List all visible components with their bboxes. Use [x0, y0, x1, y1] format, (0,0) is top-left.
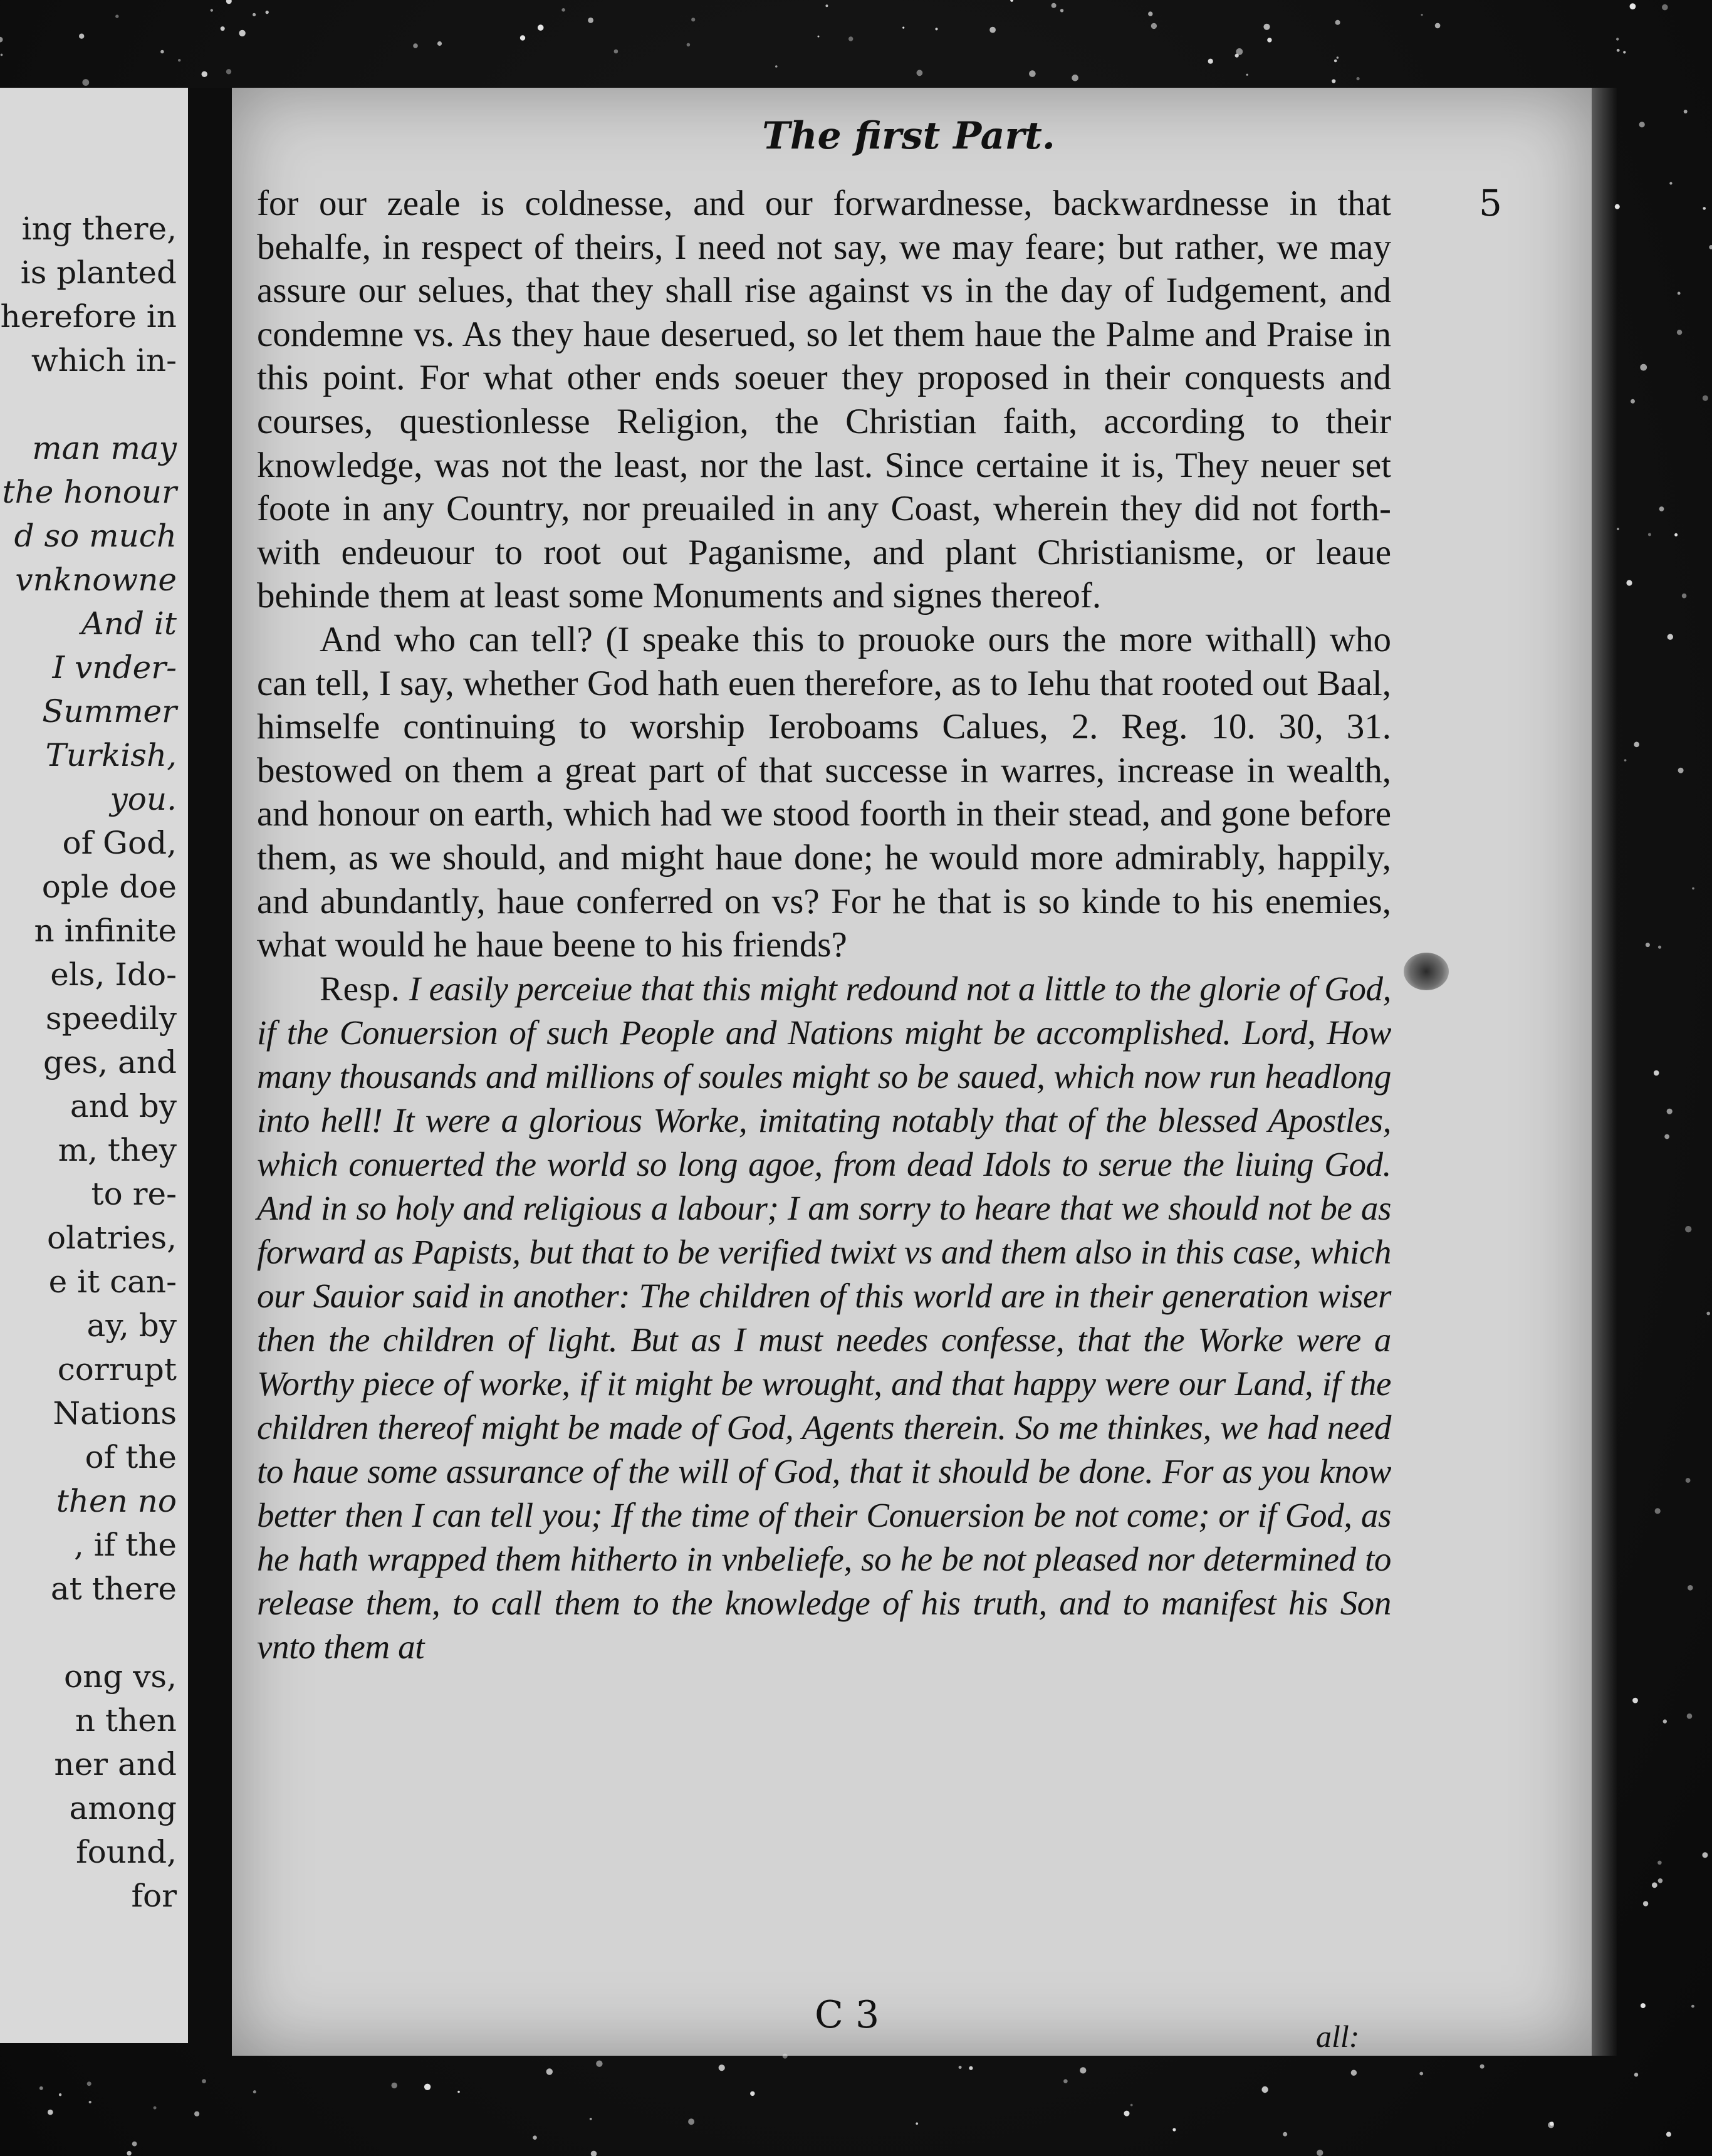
dust-speck [935, 28, 937, 30]
facing-page-line: Nations [53, 1395, 177, 1431]
dust-speck [1172, 2128, 1176, 2131]
facing-page-line: m, they [58, 1132, 177, 1168]
dust-speck [750, 2091, 754, 2096]
dust-speck [0, 37, 3, 43]
dust-speck [1208, 59, 1213, 64]
dust-speck [1332, 79, 1335, 83]
dust-speck [1691, 2005, 1694, 2008]
dust-speck [437, 41, 442, 46]
dust-speck [969, 2066, 973, 2070]
dust-speck [1663, 1719, 1667, 1723]
dust-speck [1674, 533, 1678, 536]
dust-speck [1687, 1714, 1693, 1719]
facing-page-line: ner and [54, 1746, 177, 1782]
dust-speck [1684, 110, 1688, 113]
dust-speck [1659, 506, 1664, 511]
dust-speck [588, 18, 593, 23]
dust-speck [413, 43, 418, 48]
facing-page-line: olatries, [46, 1220, 177, 1256]
dust-speck [1688, 1585, 1693, 1591]
dust-speck [221, 26, 225, 31]
dust-speck [1703, 207, 1706, 210]
facing-page-line: speedily [45, 1000, 177, 1037]
gutter-shadow [188, 88, 232, 2043]
dust-speck [1317, 2150, 1323, 2156]
catchword: all: [1316, 2019, 1360, 2054]
response-label: Resp. [320, 969, 400, 1008]
dust-speck [1640, 364, 1647, 371]
page-body [257, 182, 1391, 1669]
dust-speck [818, 36, 820, 38]
dust-speck [1334, 60, 1337, 63]
facing-page-line: of God, [62, 825, 177, 861]
dust-speck [1, 54, 3, 56]
facing-page-line: I vnder- [52, 649, 177, 686]
dust-speck [719, 2064, 725, 2071]
dust-speck [775, 65, 778, 68]
facing-page-line: herefore in [0, 298, 177, 335]
dust-speck [1685, 1226, 1691, 1232]
dust-speck [59, 2093, 61, 2096]
dust-speck [1421, 14, 1423, 16]
facing-page-line: the honour [2, 474, 177, 510]
dust-speck [1335, 20, 1340, 25]
dust-speck [1682, 594, 1687, 599]
dust-speck [596, 2061, 602, 2067]
dust-speck [1550, 2122, 1554, 2126]
facing-page-line: els, Ido- [50, 956, 177, 993]
dust-speck [959, 2066, 962, 2069]
facing-page-line: ople doe [41, 869, 177, 905]
dust-speck [1060, 9, 1063, 12]
dust-speck [1626, 580, 1632, 585]
facing-page-line [0, 382, 177, 426]
dust-speck [89, 2101, 91, 2103]
dust-speck [82, 79, 89, 86]
dust-speck [1667, 1109, 1673, 1114]
dust-speck [226, 0, 232, 4]
dust-speck [1261, 2086, 1268, 2093]
facing-page-line: n infinite [34, 913, 177, 949]
dust-speck [1052, 3, 1057, 8]
dust-speck [1677, 330, 1682, 335]
dust-speck [424, 2084, 431, 2090]
dust-speck [1648, 533, 1651, 536]
facing-page-line: And it [81, 605, 177, 642]
ink-blot [1404, 953, 1449, 990]
dust-speck [1029, 70, 1036, 77]
dust-speck [1632, 1698, 1638, 1703]
dust-speck [1655, 1508, 1661, 1514]
dust-speck [1709, 245, 1712, 249]
dust-speck [127, 2151, 131, 2155]
facing-page-line: Summer [42, 693, 177, 730]
dust-speck [39, 2086, 43, 2090]
dust-speck [1283, 2132, 1287, 2137]
dust-speck [848, 36, 853, 41]
dust-speck [253, 2090, 256, 2093]
dust-speck [392, 2083, 397, 2088]
dust-speck [1617, 49, 1620, 52]
dust-speck [1080, 2067, 1086, 2073]
dust-speck [1646, 943, 1650, 947]
dust-speck [1703, 395, 1708, 401]
dust-speck [266, 11, 269, 14]
dust-speck [989, 27, 996, 33]
dust-speck [1351, 2070, 1357, 2076]
dust-speck [239, 30, 245, 36]
dust-speck [211, 9, 213, 11]
facing-page-line: corrupt [57, 1351, 177, 1388]
page-number: 5 [1479, 182, 1502, 224]
paragraph-3 [257, 967, 1391, 1669]
dust-speck [1419, 2072, 1423, 2076]
facing-page-line: vnknowne [15, 562, 177, 598]
running-head: The first Part. [762, 114, 1055, 158]
dust-speck [1641, 2003, 1646, 2008]
dust-speck [1669, 182, 1672, 184]
dust-speck [1643, 1901, 1648, 1906]
dust-speck [561, 8, 565, 12]
dust-speck [1124, 2111, 1130, 2117]
facing-page-line: is planted [20, 254, 177, 291]
dust-speck [533, 2135, 537, 2140]
dust-speck [115, 14, 118, 18]
dust-speck [1063, 2079, 1068, 2083]
dust-speck [1686, 1478, 1691, 1483]
main-page [232, 88, 1592, 2056]
dust-speck [902, 27, 904, 29]
dust-speck [1692, 887, 1694, 890]
dust-speck [591, 2151, 597, 2156]
facing-page-line: you. [110, 781, 177, 817]
dust-speck [1630, 3, 1636, 9]
dust-speck [1631, 399, 1635, 404]
dust-speck [132, 2142, 137, 2147]
dust-speck [226, 69, 231, 74]
dust-speck [1357, 77, 1360, 80]
dust-speck [202, 2079, 206, 2083]
facing-page-line: and by [70, 1088, 177, 1124]
dust-speck [1267, 38, 1271, 42]
facing-page-line: man may [32, 430, 177, 466]
dust-speck [1658, 1878, 1663, 1883]
dust-speck [1148, 11, 1152, 16]
facing-page-line: among [69, 1790, 177, 1826]
facing-page-line: e it can- [48, 1264, 177, 1300]
dust-speck [916, 2122, 918, 2125]
dust-speck [1666, 2132, 1671, 2137]
facing-page-line [0, 1611, 177, 1655]
dust-speck [1151, 23, 1157, 29]
facing-page-line: of the [85, 1439, 177, 1475]
dust-speck [1657, 1861, 1662, 1865]
dust-speck [1617, 528, 1619, 530]
facing-page-line: n then [75, 1702, 177, 1739]
facing-page-line: found, [76, 1834, 177, 1870]
paragraph-1: for our zeale is coldnesse, and our forwardnesse, backwardnesse in that behalfe, in respect of theirs, I need not say, we may feare; but rather, we may assure our selues, that they shall rise against vs in the day of Iudgement, and condemne vs. As they haue deserued, so let them haue the Palme and Praise in this point. For what other ends soeuer they proposed in their conquests and courses, questionlesse Religion, the Christian faith, according to their knowledge, was not the least, nor the last. Since certaine it is, They neuer set foote in any Country, nor preuailed in any Coast, wherein they did not forth-with endeuour to root out Paganisme, and plant Christianisme, or leaue behinde them at least some Monuments and signes thereof. [257, 184, 1391, 616]
dust-speck [614, 50, 619, 54]
dust-speck [538, 24, 544, 31]
dust-speck [178, 59, 180, 61]
dust-speck [687, 43, 691, 47]
dust-speck [457, 2091, 460, 2093]
dust-speck [1616, 38, 1619, 40]
dust-speck [1072, 75, 1078, 81]
dust-speck [1236, 48, 1243, 55]
dust-speck [1654, 1070, 1659, 1076]
dust-speck [1624, 759, 1627, 761]
dust-speck [1678, 292, 1681, 295]
dust-speck [1658, 946, 1661, 949]
facing-page-line: ing there, [21, 211, 177, 247]
dust-speck [1634, 742, 1639, 748]
dust-speck [1548, 2122, 1554, 2128]
dust-speck [160, 50, 164, 54]
facing-page-line: ay, by [86, 1307, 177, 1344]
dust-speck [688, 2118, 694, 2125]
dust-speck [1652, 1882, 1657, 1888]
dust-speck [590, 2118, 592, 2120]
signature-mark: C 3 [815, 1993, 880, 2037]
dust-speck [253, 13, 256, 16]
dust-speck [1235, 54, 1239, 58]
facing-page-line: to re- [91, 1176, 177, 1212]
dust-speck [825, 4, 828, 7]
dust-speck [154, 2106, 157, 2110]
dust-speck [1664, 1134, 1669, 1139]
facing-page-line: , if the [73, 1527, 177, 1563]
dust-speck [1263, 24, 1270, 30]
dust-speck [1639, 122, 1645, 127]
dust-speck [1130, 2104, 1133, 2106]
dust-speck [1623, 51, 1626, 53]
facing-page-text [0, 207, 177, 1918]
dust-speck [1246, 74, 1248, 76]
dust-speck [1634, 2073, 1638, 2076]
dust-speck [202, 71, 207, 77]
dust-speck [1668, 634, 1673, 640]
dust-speck [87, 2081, 91, 2086]
facing-page-line: ong vs, [63, 1658, 177, 1695]
paragraph-2: And who can tell? (I speake this to prouoke ours the more withall) who can tell, I say, whether God hath euen therefore, as to Iehu that rooted out Baal, himselfe continuing to worship Ieroboams Calues, 2. Reg. 10. 30, 31. bestowed on them a great part of that successe in warres, increase in wealth, and honour on earth, which had we stood foorth in their stead, and gone before them, as we should, and might haue done; he would more admirably, happily, and abundantly, haue conferred on vs? For he that is so kinde to his enemies, what would he haue beene to his friends? [257, 619, 1391, 965]
facing-page-line: for [131, 1878, 177, 1914]
facing-page-line: ges, and [43, 1044, 177, 1081]
response-text: I easily perceiue that this might redound not a little to the glorie of God, if the Conuersion of such People and Nations might be accomplished. Lord, How many thousands and millions of soules might so be saued, which now run headlong into hell! It were a glorious Worke, imitating notably that of the blessed Apostles, which conuerted the world so long agoe, from dead Idols to serue the liuing God. And in so holy and religious a labour; I am sorry to heare that we should not be as forward as Papists, but that to be verified twixt vs and them also in this case, which our Sauior said in another: The children of this world are in their generation wiser then the children of light. But as I must needes confesse, that the Worke were a Worthy piece of worke, if it might be wrought, and that happy were our Land, if the children thereof might be made of God, Agents therein. So me thinkes, we had need to haue some assurance of the will of God, that it should be done. For as you know better then I can tell you; If the time of their Conuersion be not come; or if God, as he hath wrapped them hitherto in vnbeliefe, so he be not pleased nor determined to release them, to call them to the knowledge of his truth, and to manifest his Son vnto them at [257, 969, 1391, 1666]
dust-speck [520, 35, 525, 40]
dust-speck [194, 2112, 199, 2117]
dust-speck [1662, 4, 1668, 11]
dust-speck [1480, 2064, 1485, 2069]
dust-speck [48, 2110, 53, 2115]
facing-page-line: which in- [31, 342, 177, 379]
dust-speck [546, 2068, 553, 2075]
facing-page-line: then no [56, 1483, 177, 1519]
dust-speck [79, 34, 84, 39]
facing-page-fragment [0, 88, 188, 2043]
dust-speck [1702, 1852, 1708, 1858]
page-edge-shadow [1592, 88, 1617, 2056]
dust-speck [1435, 23, 1441, 29]
dust-speck [1706, 1312, 1710, 1316]
dust-speck [1010, 0, 1013, 2]
dust-speck [691, 18, 695, 21]
dust-speck [1337, 56, 1339, 59]
dust-speck [917, 70, 923, 76]
facing-page-line: at there [50, 1571, 177, 1607]
dust-speck [1678, 768, 1684, 773]
facing-page-line: d so much [14, 518, 177, 554]
facing-page-line: Turkish, [45, 737, 177, 773]
